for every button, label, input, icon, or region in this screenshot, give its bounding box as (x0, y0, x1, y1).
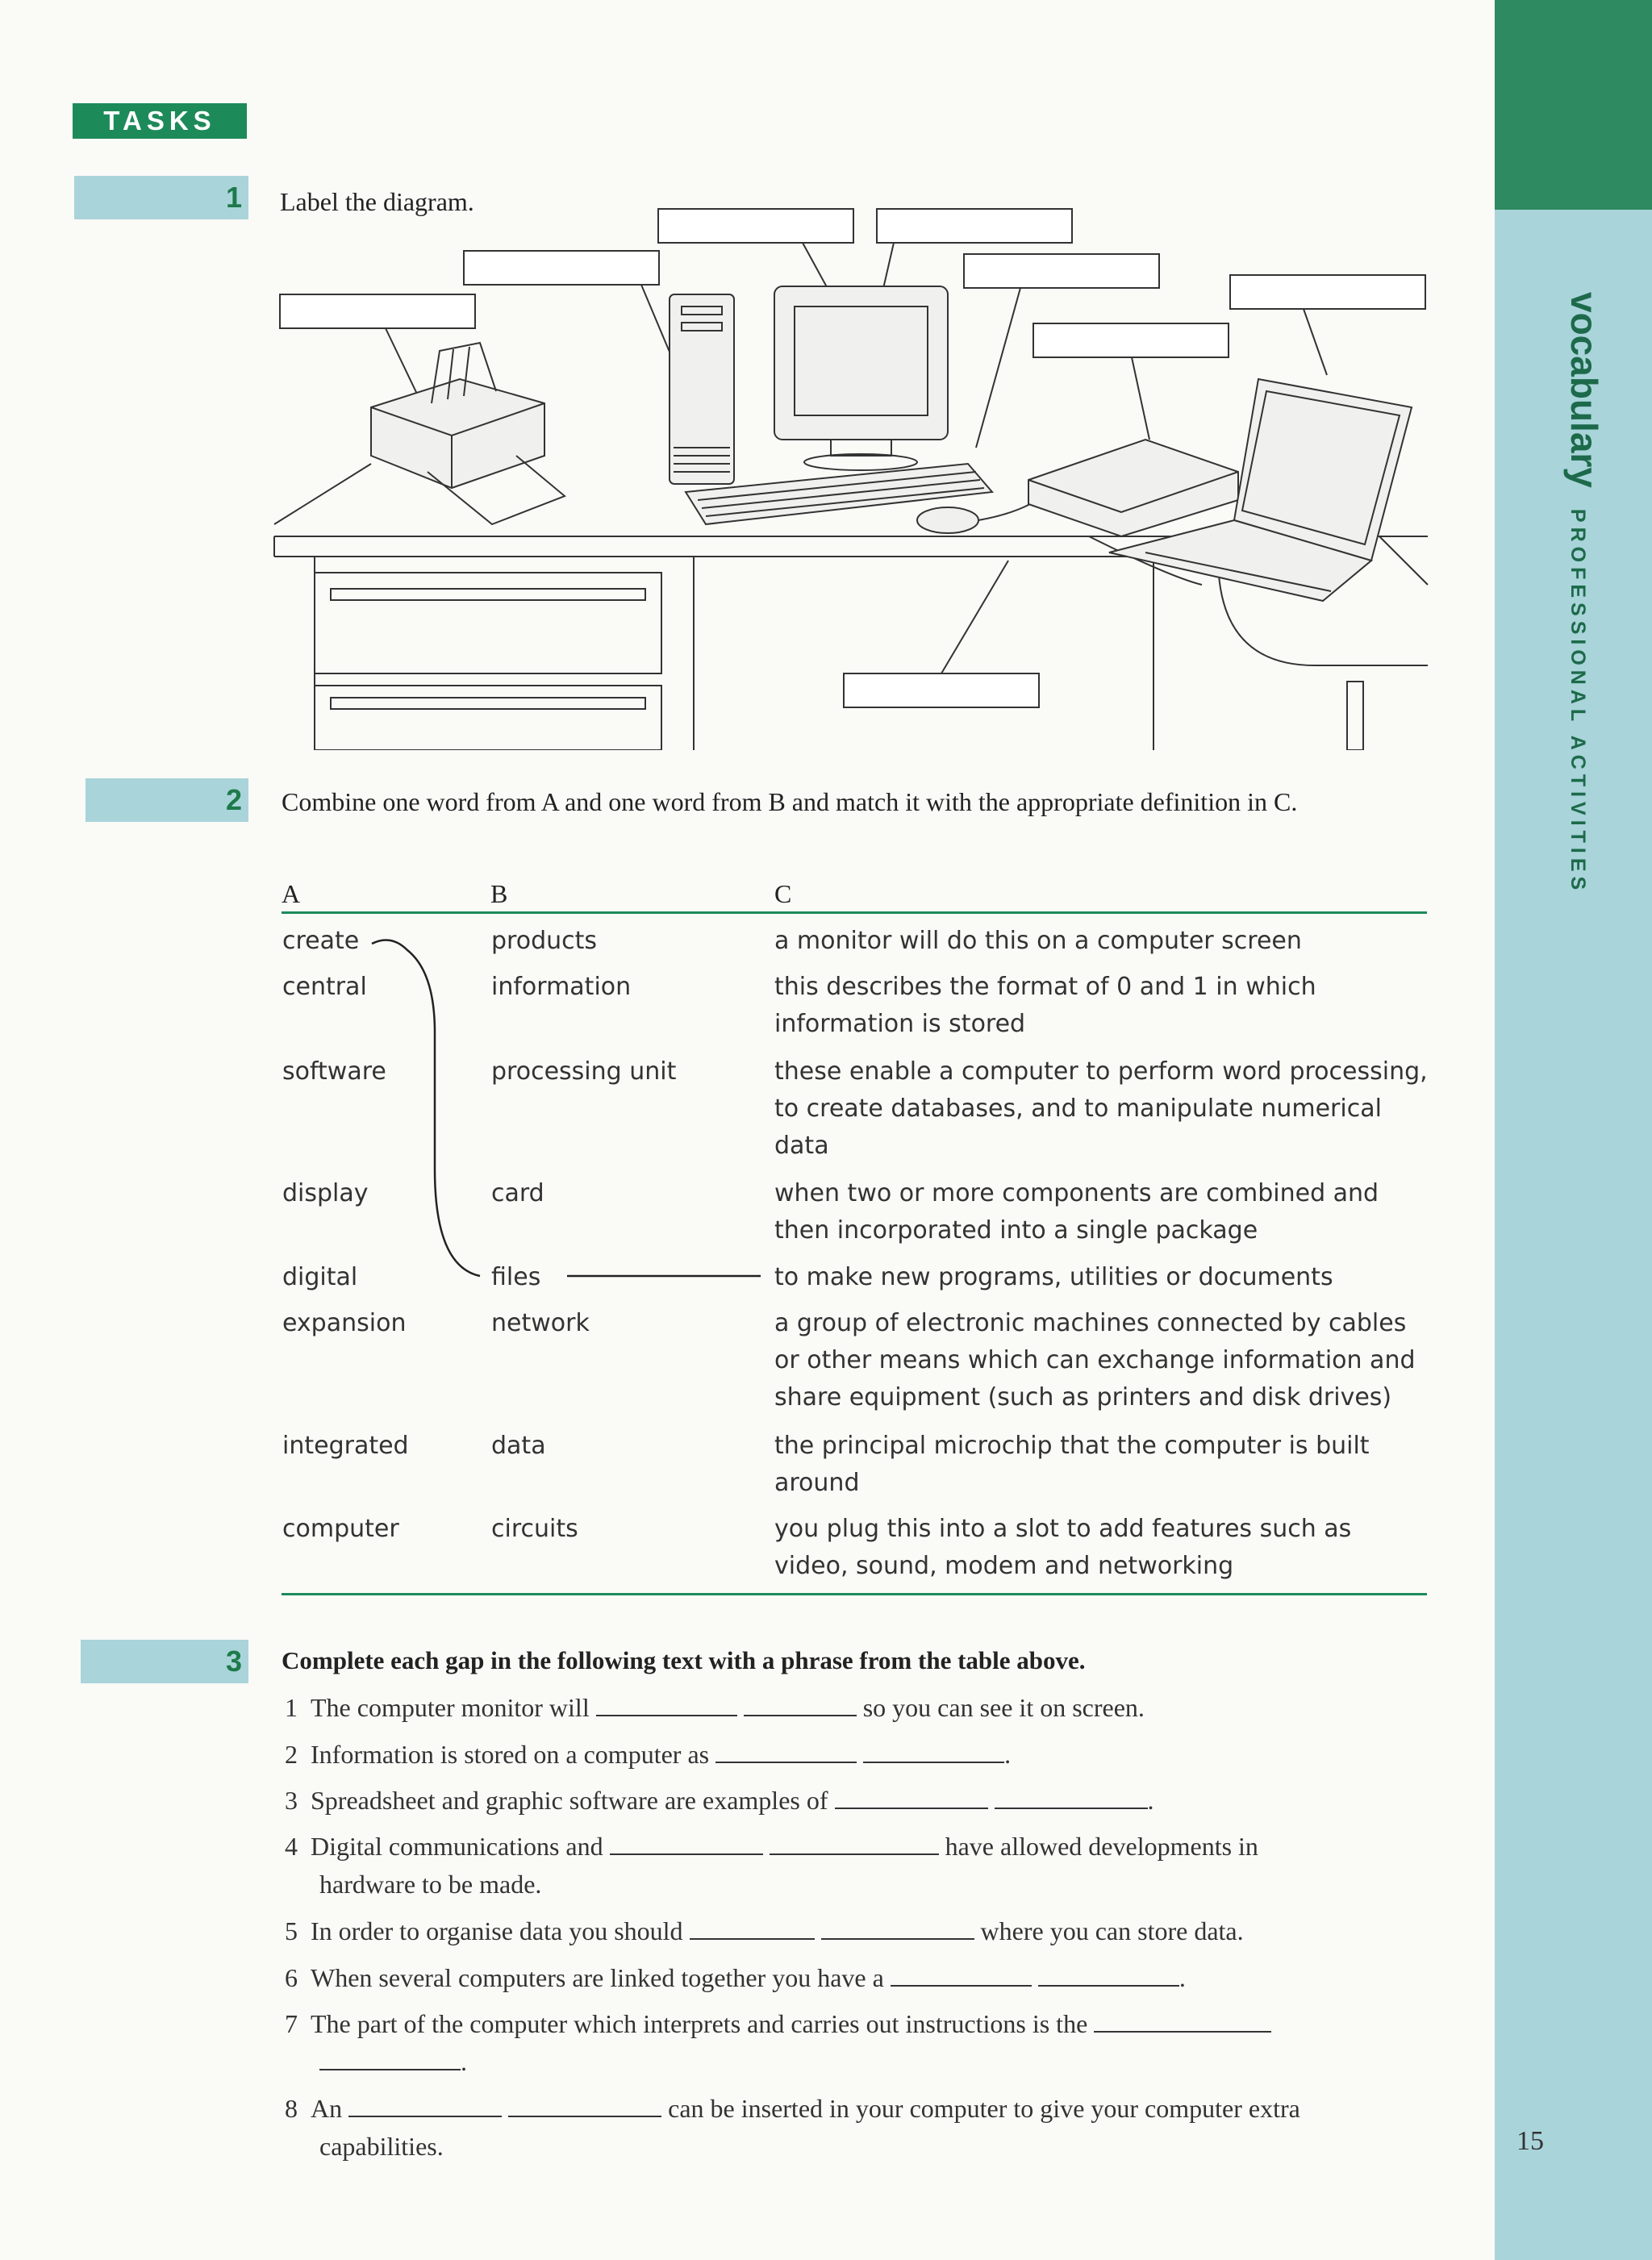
word-b: information (491, 973, 632, 1001)
answer-blank[interactable] (319, 2048, 461, 2070)
word-b: products (491, 927, 598, 955)
answer-blank[interactable] (835, 1787, 988, 1809)
label-box-laptop[interactable] (1230, 275, 1425, 309)
tasks-badge: TASKS (73, 103, 247, 139)
answer-blank[interactable] (715, 1741, 857, 1763)
item-number: 3 (285, 1786, 298, 1815)
word-a: expansion (282, 1309, 407, 1337)
word-b: processing unit (491, 1057, 677, 1086)
task-3-instruction: Complete each gap in the following text with a phrase from the table above. (282, 1646, 1086, 1674)
column-header-a: A (282, 879, 301, 908)
word-a: software (282, 1057, 386, 1086)
answer-blank[interactable] (348, 2095, 502, 2117)
answer-blank[interactable] (690, 1917, 815, 1940)
task-2-instruction: Combine one word from A and one word from B and match it with the appropriate definition in C. (282, 787, 1298, 816)
definition-c: when two or more components are combined and then incorporated into a single package (774, 1179, 1379, 1245)
item-number: 1 (285, 1693, 298, 1722)
word-b: card (491, 1179, 544, 1207)
task-2-number: 2 (86, 778, 248, 822)
definition-c: a monitor will do this on a computer screen (774, 927, 1302, 955)
column-header-c: C (774, 879, 792, 908)
answer-blank[interactable] (891, 1964, 1032, 1987)
exercise-item: 4 Digital communications and have allowed developments in (285, 1832, 1258, 1861)
side-band-header (1495, 0, 1652, 210)
answer-blank[interactable] (1038, 1964, 1179, 1987)
definition-c: the principal microchip that the computer is built around (774, 1432, 1370, 1497)
side-section-label (1505, 292, 1610, 1099)
label-box-scanner[interactable] (1033, 323, 1229, 357)
exercise-item: 6 When several computers are linked together you have a . (285, 1963, 1186, 1992)
answer-blank[interactable] (744, 1694, 857, 1716)
word-b: data (491, 1432, 546, 1460)
label-box-mouse[interactable] (844, 673, 1039, 707)
item-number: 6 (285, 1963, 298, 1992)
exercise-item: 8 An can be inserted in your computer to give your computer extra (285, 2094, 1300, 2123)
item-number: 5 (285, 1916, 298, 1945)
answer-blank[interactable] (995, 1787, 1148, 1809)
exercise-item: 1 The computer monitor will so you can see it on screen. (285, 1693, 1145, 1722)
answer-blank[interactable] (610, 1833, 763, 1855)
exercise-item: 3 Spreadsheet and graphic software are examples of . (285, 1786, 1154, 1815)
label-box-keyboard[interactable] (964, 254, 1159, 288)
task-3-number: 3 (81, 1640, 248, 1683)
label-box-system-unit[interactable] (464, 251, 659, 285)
label-box-printer[interactable] (280, 294, 475, 328)
item-number: 4 (285, 1832, 298, 1861)
answer-blank[interactable] (821, 1917, 974, 1940)
answer-blank[interactable] (1094, 2010, 1271, 2033)
exercise-item-continuation: . (319, 2043, 467, 2081)
definition-c: you plug this into a slot to add features such as video, sound, modem and networking (774, 1515, 1352, 1580)
table-bottom-rule (282, 1593, 1427, 1595)
item-number: 7 (285, 2009, 298, 2038)
word-a: integrated (282, 1432, 409, 1460)
label-box-screen[interactable] (877, 209, 1072, 243)
exercise-item-continuation: hardware to be made. (319, 1870, 542, 1899)
table-top-rule (282, 911, 1427, 914)
answer-blank[interactable] (863, 1741, 1004, 1763)
definition-c: these enable a computer to perform word processing, to create databases, and to manipulate numerical data (774, 1057, 1428, 1160)
word-a: central (282, 973, 367, 1001)
word-b: network (491, 1309, 590, 1337)
example-match-lines (367, 928, 786, 1291)
vocabulary-label: vocabulary (1563, 292, 1605, 488)
answer-blank[interactable] (596, 1694, 737, 1716)
page-number: 15 (1516, 2126, 1544, 2156)
definition-c: this describes the format of 0 and 1 in which information is stored (774, 973, 1316, 1038)
definition-c: a group of electronic machines connected by cables or other means which can exchange information and share equipment (such as printers and disk drives) (774, 1309, 1416, 1411)
word-a: display (282, 1179, 369, 1207)
exercise-item: 7 The part of the computer which interprets and carries out instructions is the (285, 2005, 1271, 2043)
task-1-number: 1 (74, 176, 248, 219)
word-a: computer (282, 1515, 399, 1543)
computer-diagram (266, 206, 1436, 750)
item-number: 2 (285, 1740, 298, 1769)
exercise-item: 5 In order to organise data you should where you can store data. (285, 1916, 1244, 1945)
word-a: digital (282, 1263, 358, 1291)
answer-blank[interactable] (508, 2095, 661, 2117)
word-b: files (491, 1263, 541, 1291)
exercise-item: 2 Information is stored on a computer as . (285, 1740, 1012, 1769)
word-a: create (282, 927, 360, 955)
exercise-item-continuation: capabilities. (319, 2132, 444, 2161)
section-label: PROFESSIONAL ACTIVITIES (1566, 508, 1589, 895)
answer-blank[interactable] (770, 1833, 939, 1855)
label-box-monitor[interactable] (658, 209, 853, 243)
task-1-instruction: Label the diagram. (280, 187, 474, 216)
item-number: 8 (285, 2094, 298, 2123)
word-b: circuits (491, 1515, 578, 1543)
definition-c: to make new programs, utilities or documents (774, 1263, 1333, 1291)
column-header-b: B (490, 879, 508, 908)
